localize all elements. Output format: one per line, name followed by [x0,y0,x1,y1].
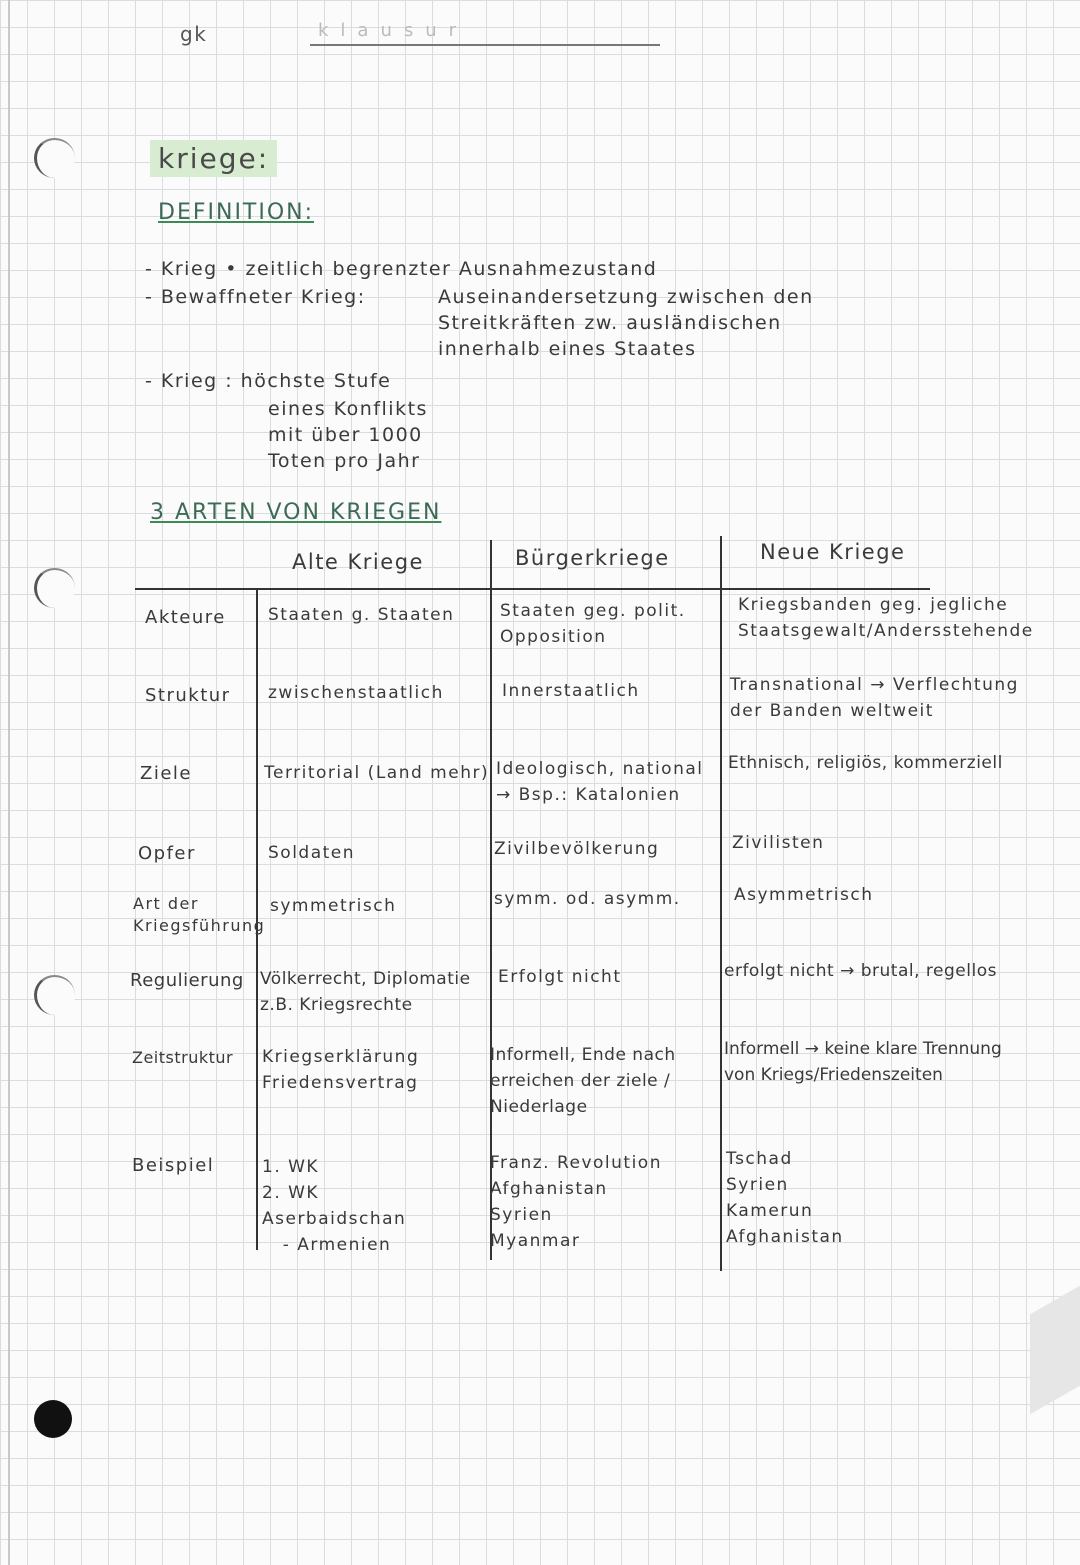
table-cell: Zivilbevölkerung [494,839,660,859]
types-heading: 3 ARTEN VON KRIEGEN [150,500,442,525]
table-cell: Tschad Syrien Kamerun Afghanistan [726,1149,844,1247]
table-cell: Staaten g. Staaten [268,605,455,625]
definition-line: Streitkräften zw. ausländischen [438,312,782,334]
row-label: Zeitstruktur [132,1048,234,1067]
row-label: Opfer [138,843,196,864]
table-cell: symmetrisch [270,896,397,916]
definition-label: DEFINITION: [158,200,315,225]
table-cell: Innerstaatlich [502,681,640,701]
page-title: gk [180,22,208,46]
definition-line: - Krieg • zeitlich begrenzter Ausnahmezustand [145,258,658,280]
table-cell: Soldaten [268,843,356,863]
table-cell: zwischenstaatlich [268,683,444,703]
table-header-line [135,588,930,590]
row-label: Akteure [145,607,226,628]
punch-hole [34,138,75,178]
table-cell: Asymmetrisch [734,885,874,905]
table-cell: 1. WK 2. WK Aserbaidschan - Armenien [262,1157,407,1255]
table-cell: Territorial (Land mehr) [264,763,490,783]
definition-line: mit über 1000 [268,424,423,446]
column-header: Alte Kriege [292,550,424,574]
table-cell: Kriegserklärung Friedensvertrag [262,1047,420,1093]
punch-hole [34,1400,72,1438]
table-cell: Ideologisch, national → Bsp.: Katalonien [496,759,704,805]
table-cell: Transnational → Verflechtung der Banden weltweit [730,675,1019,721]
page-heading: kriege: [150,140,277,177]
table-cell: Franz. Revolution Afghanistan Syrien Myanmar [490,1153,662,1251]
scribble-underline [310,28,660,46]
row-label: Struktur [145,685,231,706]
table-cell: erfolgt nicht → brutal, regellos [724,961,997,981]
definition-line: Toten pro Jahr [268,450,421,472]
page-corner-reflection [1030,1286,1080,1415]
table-cell: Staaten geg. polit. Opposition [500,601,686,647]
table-cell: Kriegsbanden geg. jegliche Staatsgewalt/Andersstehende [738,595,1034,641]
table-cell: symm. od. asymm. [494,889,681,909]
table-cell: Informell → keine klare Trennung von Kriegs/Friedenszeiten [724,1039,1002,1085]
table-cell: Erfolgt nicht [498,967,622,987]
row-label: Beispiel [132,1155,215,1176]
definition-line: - Bewaffneter Krieg: [145,286,366,308]
table-cell: Völkerrecht, Diplomatie z.B. Kriegsrechte [260,969,471,1015]
column-header: Neue Kriege [760,540,906,564]
table-cell: Informell, Ende nach erreichen der ziele / Niederlage [490,1045,676,1117]
definition-line: - Krieg : höchste Stufe [145,370,392,392]
punch-hole [34,568,75,608]
margin-line [8,0,10,1565]
column-header: Bürgerkriege [515,546,670,570]
row-label: Ziele [140,763,192,784]
definition-line: eines Konflikts [268,398,428,420]
row-label: Regulierung [130,970,244,991]
page-scribble: klausur [318,20,469,41]
table-divider [720,536,722,1271]
definition-line: Auseinandersetzung zwischen den [438,286,814,308]
table-cell: Ethnisch, religiös, kommerziell [728,753,1003,773]
row-label: Art der Kriegsführung [133,894,266,935]
punch-hole [34,975,75,1015]
table-cell: Zivilisten [732,833,825,853]
definition-line: innerhalb eines Staates [438,338,697,360]
